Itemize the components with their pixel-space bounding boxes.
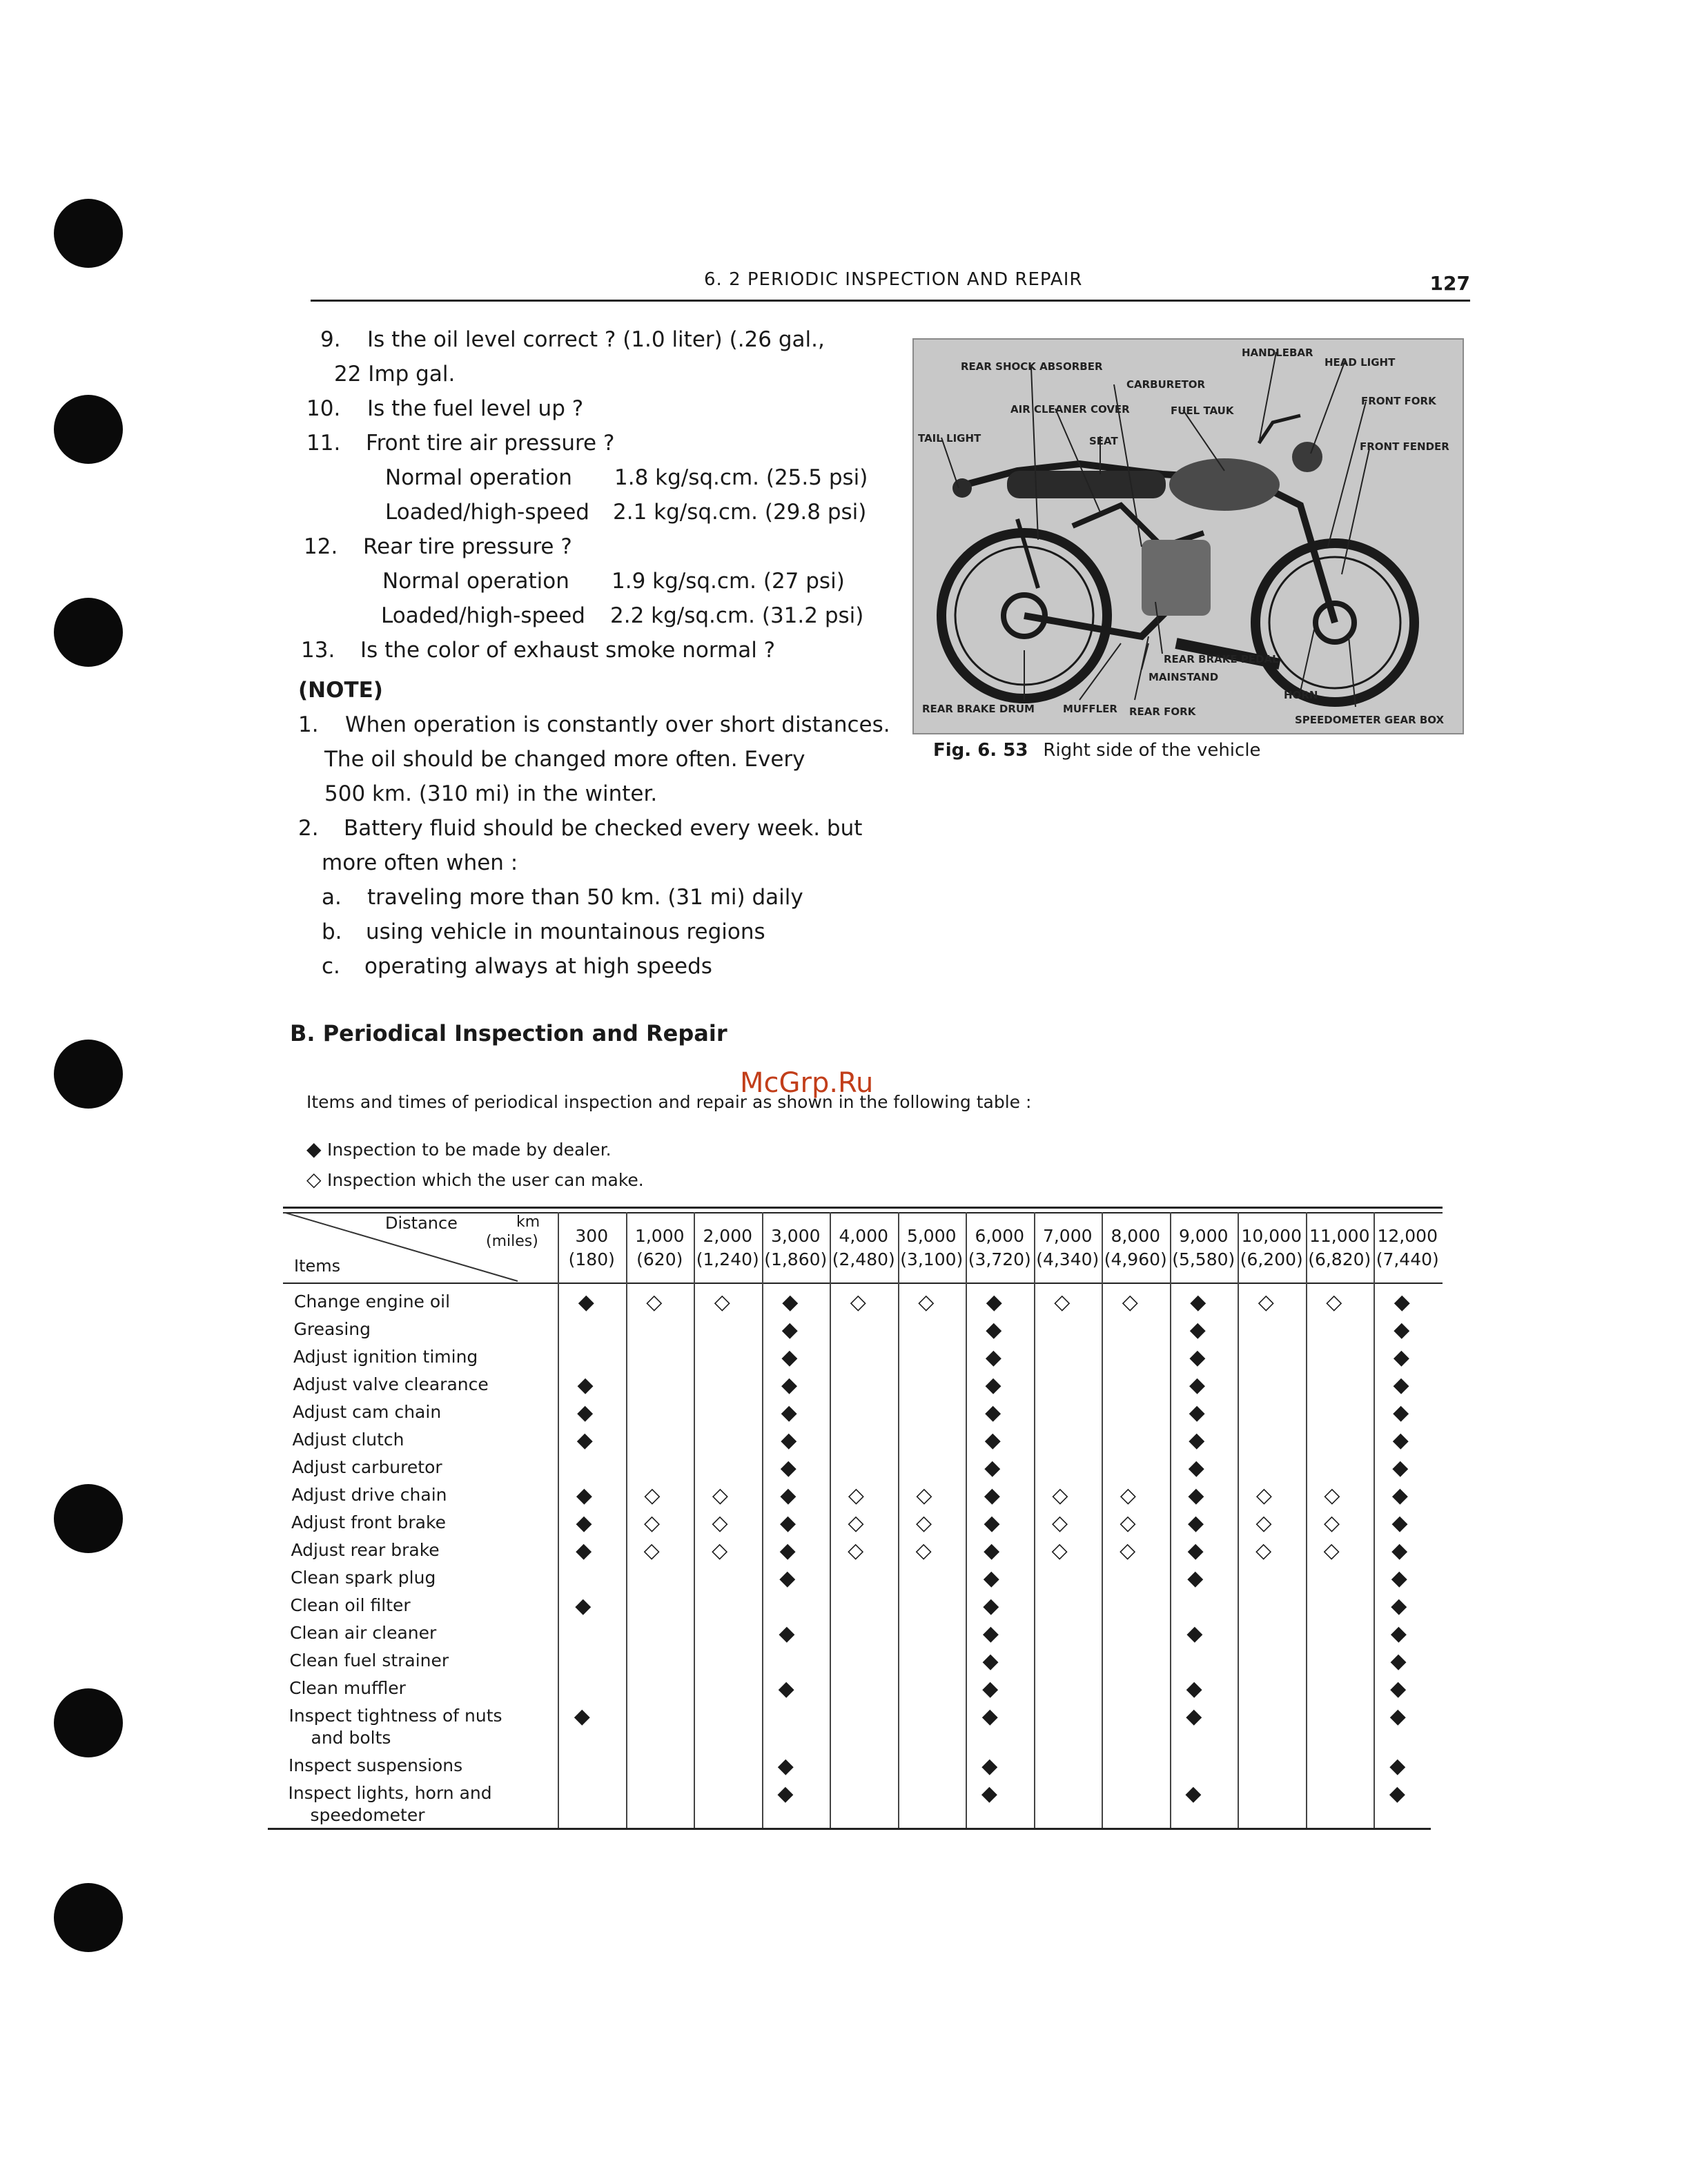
table-row-item bbox=[293, 1401, 441, 1423]
list-text: Is the fuel level up ? bbox=[367, 396, 584, 421]
dealer-mark: ◆ bbox=[779, 1621, 795, 1646]
figure-label: REAR FORK bbox=[1129, 705, 1196, 718]
dealer-mark: ◆ bbox=[984, 1456, 1001, 1480]
dealer-mark: ◆ bbox=[577, 1401, 594, 1425]
dealer-mark: ◆ bbox=[1390, 1621, 1407, 1646]
table-row-item bbox=[292, 1456, 442, 1479]
open-diamond-icon: ◇ bbox=[306, 1168, 322, 1191]
item-label: Greasing bbox=[293, 1319, 371, 1339]
dealer-mark: ◆ bbox=[1392, 1456, 1409, 1480]
column-header-miles: (3,100) bbox=[900, 1249, 964, 1269]
spec-label: Loaded/high-speed bbox=[381, 603, 585, 628]
user-mark: ◇ bbox=[1051, 1539, 1068, 1563]
figure-label: HEAD LIGHT bbox=[1325, 356, 1396, 369]
user-mark: ◇ bbox=[848, 1511, 864, 1535]
column-header-miles: (5,580) bbox=[1172, 1249, 1235, 1269]
dealer-mark: ◆ bbox=[777, 1782, 794, 1806]
dealer-mark: ◆ bbox=[1391, 1539, 1408, 1563]
dealer-mark: ◆ bbox=[1391, 1566, 1407, 1590]
list-num: 9. bbox=[320, 327, 341, 352]
item-label: Adjust drive chain bbox=[291, 1485, 447, 1505]
dealer-mark: ◆ bbox=[778, 1677, 794, 1701]
dealer-mark: ◆ bbox=[1391, 1594, 1407, 1618]
user-mark: ◇ bbox=[1054, 1290, 1071, 1314]
dealer-mark: ◆ bbox=[1187, 1566, 1204, 1590]
item-label-cont: speedometer bbox=[310, 1805, 425, 1825]
user-mark: ◇ bbox=[712, 1511, 728, 1535]
list-text: Is the color of exhaust smoke normal ? bbox=[360, 638, 776, 663]
sub-letter: b. bbox=[322, 919, 342, 944]
column-header bbox=[1306, 1225, 1374, 1271]
user-mark: ◇ bbox=[850, 1290, 866, 1314]
page-number: 127 bbox=[1429, 272, 1470, 295]
figure-label: REAR BRAKE PEDAL bbox=[1164, 653, 1279, 665]
table-row-item bbox=[290, 1622, 436, 1644]
section-b-title: B. Periodical Inspection and Repair bbox=[290, 1020, 727, 1046]
column-header bbox=[1034, 1225, 1102, 1271]
table-column-divider bbox=[898, 1212, 899, 1828]
dealer-mark: ◆ bbox=[1186, 1621, 1203, 1646]
table-row-item bbox=[292, 1484, 447, 1506]
table-column-divider bbox=[966, 1212, 967, 1828]
binder-hole bbox=[54, 1688, 123, 1757]
user-mark: ◇ bbox=[918, 1290, 935, 1314]
dealer-mark: ◆ bbox=[982, 1621, 999, 1646]
column-header bbox=[1170, 1225, 1238, 1271]
list-num: 11. bbox=[306, 431, 341, 456]
table-row-item bbox=[293, 1374, 489, 1396]
figure-caption-text: Right side of the vehicle bbox=[1043, 740, 1261, 761]
dealer-mark: ◆ bbox=[985, 1401, 1001, 1425]
user-mark: ◇ bbox=[1324, 1511, 1340, 1535]
dealer-mark: ◆ bbox=[1394, 1318, 1410, 1342]
binder-hole bbox=[54, 199, 123, 268]
table-column-divider bbox=[1238, 1212, 1239, 1828]
figure-label: SPEEDOMETER GEAR BOX bbox=[1295, 714, 1445, 726]
table-rule bbox=[268, 1828, 1431, 1830]
corner-items: Items bbox=[294, 1256, 341, 1276]
table-row-item bbox=[289, 1705, 502, 1749]
dealer-mark: ◆ bbox=[1393, 1401, 1409, 1425]
figure-label: FRONT FORK bbox=[1361, 395, 1436, 407]
column-header-km: 6,000 bbox=[975, 1226, 1025, 1246]
filled-diamond-icon: ◆ bbox=[306, 1138, 322, 1160]
item-label: Inspect tightness of nuts bbox=[289, 1706, 502, 1726]
table-column-divider bbox=[1170, 1212, 1171, 1828]
binder-hole bbox=[54, 1040, 123, 1109]
column-header-km: 1,000 bbox=[634, 1226, 685, 1246]
user-mark: ◇ bbox=[714, 1290, 730, 1314]
user-mark: ◇ bbox=[1324, 1483, 1340, 1508]
dealer-mark: ◆ bbox=[780, 1511, 796, 1535]
watermark: McGrp.Ru bbox=[740, 1067, 874, 1099]
dealer-mark: ◆ bbox=[1390, 1677, 1407, 1701]
corner-km: km bbox=[516, 1213, 540, 1231]
table-column-divider bbox=[694, 1212, 695, 1828]
dealer-mark: ◆ bbox=[984, 1483, 1000, 1508]
table-row-item bbox=[294, 1291, 450, 1313]
legend-dealer bbox=[306, 1138, 612, 1160]
column-header bbox=[1238, 1225, 1306, 1271]
column-header-miles: (4,960) bbox=[1104, 1249, 1167, 1269]
user-mark: ◇ bbox=[1052, 1483, 1068, 1508]
list-num: 1. bbox=[298, 712, 319, 737]
dealer-mark: ◆ bbox=[1189, 1373, 1206, 1397]
dealer-mark: ◆ bbox=[986, 1290, 1002, 1314]
table-row-item bbox=[291, 1512, 446, 1534]
figure-label: TAIL LIGHT bbox=[918, 432, 981, 445]
figure-label: HORN bbox=[1284, 689, 1318, 701]
item-label-cont: and bolts bbox=[311, 1728, 391, 1748]
note-text: The oil should be changed more often. Every bbox=[324, 747, 805, 772]
figure-label: CARBURETOR bbox=[1126, 378, 1206, 391]
figure-number: Fig. 6. 53 bbox=[933, 740, 1028, 761]
table-row-item bbox=[290, 1650, 449, 1672]
note-text: 500 km. (310 mi) in the winter. bbox=[324, 781, 658, 806]
dealer-mark: ◆ bbox=[983, 1594, 999, 1618]
dealer-mark: ◆ bbox=[981, 1704, 998, 1728]
dealer-mark: ◆ bbox=[575, 1594, 592, 1618]
item-label: Adjust carburetor bbox=[292, 1457, 442, 1477]
user-mark: ◇ bbox=[1258, 1290, 1274, 1314]
table-column-divider bbox=[1374, 1212, 1375, 1828]
dealer-mark: ◆ bbox=[1390, 1649, 1407, 1673]
dealer-mark: ◆ bbox=[1391, 1511, 1408, 1535]
dealer-mark: ◆ bbox=[983, 1566, 999, 1590]
user-mark: ◇ bbox=[848, 1483, 864, 1508]
item-label: Adjust cam chain bbox=[293, 1402, 442, 1422]
spec-label: Normal operation bbox=[382, 569, 569, 594]
dealer-mark: ◆ bbox=[1389, 1704, 1406, 1728]
figure-caption bbox=[933, 740, 1261, 761]
column-header-miles: (6,820) bbox=[1308, 1249, 1371, 1269]
dealer-mark: ◆ bbox=[1393, 1373, 1409, 1397]
dealer-mark: ◆ bbox=[1190, 1290, 1206, 1314]
dealer-mark: ◆ bbox=[576, 1483, 592, 1508]
column-header-miles: (2,480) bbox=[832, 1249, 895, 1269]
figure-label: FRONT FENDER bbox=[1360, 440, 1449, 453]
note-text: Battery fluid should be checked every week. but bbox=[344, 816, 863, 841]
table-column-divider bbox=[762, 1212, 763, 1828]
table-row-item bbox=[291, 1539, 440, 1561]
list-num: 13. bbox=[301, 638, 335, 663]
spec-value: 1.8 kg/sq.cm. (25.5 psi) bbox=[614, 465, 868, 490]
column-header bbox=[626, 1225, 694, 1271]
dealer-mark: ◆ bbox=[1393, 1345, 1409, 1369]
item-label: Inspect suspensions bbox=[289, 1755, 463, 1775]
list-text: Front tire air pressure ? bbox=[366, 431, 615, 456]
item-label: Adjust ignition timing bbox=[293, 1347, 478, 1367]
table-column-divider bbox=[1034, 1212, 1035, 1828]
dealer-mark: ◆ bbox=[1185, 1782, 1202, 1806]
dealer-mark: ◆ bbox=[984, 1539, 1000, 1563]
dealer-mark: ◆ bbox=[1189, 1318, 1206, 1342]
spec-label: Normal operation bbox=[385, 465, 572, 490]
dealer-mark: ◆ bbox=[576, 1539, 592, 1563]
column-header-km: 2,000 bbox=[703, 1226, 753, 1246]
user-mark: ◇ bbox=[1323, 1539, 1340, 1563]
item-label: Clean air cleaner bbox=[290, 1623, 437, 1643]
column-header bbox=[1102, 1225, 1170, 1271]
column-header-miles: (6,200) bbox=[1240, 1249, 1303, 1269]
user-mark: ◇ bbox=[1120, 1511, 1136, 1535]
user-mark: ◇ bbox=[1120, 1539, 1136, 1563]
item-label: Clean muffler bbox=[289, 1678, 406, 1698]
user-mark: ◇ bbox=[1052, 1511, 1068, 1535]
item-label: Adjust valve clearance bbox=[293, 1374, 489, 1394]
list-text: 22 Imp gal. bbox=[334, 362, 456, 387]
item-label: Adjust front brake bbox=[291, 1512, 446, 1532]
dealer-mark: ◆ bbox=[1392, 1428, 1409, 1452]
dealer-mark: ◆ bbox=[577, 1373, 594, 1397]
sub-text: operating always at high speeds bbox=[364, 954, 712, 979]
column-header-km: 8,000 bbox=[1111, 1226, 1161, 1246]
note-text: When operation is constantly over short distances. bbox=[345, 712, 890, 737]
dealer-mark: ◆ bbox=[985, 1373, 1001, 1397]
column-header-miles: (620) bbox=[636, 1249, 683, 1269]
dealer-mark: ◆ bbox=[576, 1428, 593, 1452]
figure-label: AIR CLEANER COVER bbox=[1010, 403, 1130, 416]
column-header bbox=[694, 1225, 762, 1271]
column-header-km: 12,000 bbox=[1377, 1226, 1438, 1246]
table-row-item bbox=[291, 1595, 411, 1617]
user-mark: ◇ bbox=[848, 1539, 864, 1563]
column-header-km: 9,000 bbox=[1178, 1226, 1229, 1246]
legend-user bbox=[306, 1168, 644, 1191]
item-label: Change engine oil bbox=[294, 1291, 451, 1312]
user-mark: ◇ bbox=[1255, 1483, 1272, 1508]
dealer-mark: ◆ bbox=[1188, 1483, 1204, 1508]
legend-user-text: Inspection which the user can make. bbox=[327, 1170, 644, 1190]
motorcycle-figure bbox=[912, 338, 1464, 734]
figure-label: FUEL TAUK bbox=[1171, 404, 1234, 417]
dealer-mark: ◆ bbox=[1188, 1456, 1204, 1480]
column-header bbox=[762, 1225, 830, 1271]
dealer-mark: ◆ bbox=[981, 1754, 998, 1778]
item-label: Clean spark plug bbox=[291, 1568, 436, 1588]
dealer-mark: ◆ bbox=[777, 1754, 794, 1778]
item-label: Clean oil filter bbox=[290, 1595, 411, 1615]
dealer-mark: ◆ bbox=[1389, 1782, 1405, 1806]
table-column-divider bbox=[830, 1212, 831, 1828]
legend-dealer-text: Inspection to be made by dealer. bbox=[327, 1140, 612, 1160]
corner-distance: Distance bbox=[385, 1213, 458, 1233]
list-num: 2. bbox=[298, 816, 319, 841]
dealer-mark: ◆ bbox=[782, 1290, 799, 1314]
column-header-km: 4,000 bbox=[839, 1226, 889, 1246]
user-mark: ◇ bbox=[644, 1511, 661, 1535]
sub-text: traveling more than 50 km. (31 mi) daily bbox=[367, 885, 803, 910]
column-header-miles: (4,340) bbox=[1036, 1249, 1099, 1269]
binder-hole bbox=[54, 395, 123, 464]
table-row-item bbox=[293, 1429, 404, 1451]
column-header bbox=[830, 1225, 898, 1271]
dealer-mark: ◆ bbox=[781, 1373, 798, 1397]
item-label: Adjust clutch bbox=[292, 1430, 404, 1450]
dealer-mark: ◆ bbox=[1186, 1677, 1202, 1701]
table-row-item bbox=[293, 1346, 478, 1368]
dealer-mark: ◆ bbox=[1189, 1428, 1205, 1452]
dealer-mark: ◆ bbox=[985, 1345, 1001, 1369]
user-mark: ◇ bbox=[646, 1290, 663, 1314]
dealer-mark: ◆ bbox=[982, 1649, 999, 1673]
dealer-mark: ◆ bbox=[574, 1704, 590, 1728]
user-mark: ◇ bbox=[643, 1539, 660, 1563]
figure-label: MUFFLER bbox=[1063, 703, 1117, 715]
figure-label: REAR SHOCK ABSORBER bbox=[961, 360, 1103, 373]
dealer-mark: ◆ bbox=[578, 1290, 594, 1314]
figure-label: HANDLEBAR bbox=[1242, 347, 1313, 359]
column-header-miles: (7,440) bbox=[1376, 1249, 1439, 1269]
dealer-mark: ◆ bbox=[781, 1318, 798, 1342]
dealer-mark: ◆ bbox=[984, 1428, 1001, 1452]
item-label: Adjust rear brake bbox=[291, 1540, 440, 1560]
user-mark: ◇ bbox=[916, 1483, 932, 1508]
running-header bbox=[311, 264, 1470, 302]
column-header-miles: (3,720) bbox=[968, 1249, 1031, 1269]
spec-value: 1.9 kg/sq.cm. (27 psi) bbox=[612, 569, 845, 594]
column-header-km: 3,000 bbox=[770, 1226, 821, 1246]
table-row-item bbox=[289, 1782, 492, 1826]
user-mark: ◇ bbox=[915, 1539, 932, 1563]
dealer-mark: ◆ bbox=[1189, 1401, 1205, 1425]
binder-hole bbox=[54, 598, 123, 667]
column-header bbox=[558, 1225, 626, 1271]
column-header bbox=[1374, 1225, 1442, 1271]
list-text: Is the oil level correct ? (1.0 liter) (.26 gal., bbox=[367, 327, 825, 352]
dealer-mark: ◆ bbox=[781, 1345, 798, 1369]
section-title: 6. 2 PERIODIC INSPECTION AND REPAIR bbox=[704, 269, 1083, 290]
table-rule bbox=[283, 1207, 1443, 1209]
sub-letter: c. bbox=[322, 954, 340, 979]
note-text: more often when : bbox=[322, 850, 518, 875]
sub-text: using vehicle in mountainous regions bbox=[366, 919, 765, 944]
column-header-miles: (1,860) bbox=[764, 1249, 828, 1269]
figure-label: SEAT bbox=[1089, 435, 1118, 447]
table-column-divider bbox=[558, 1212, 559, 1828]
spec-value: 2.2 kg/sq.cm. (31.2 psi) bbox=[610, 603, 864, 628]
dealer-mark: ◆ bbox=[781, 1401, 797, 1425]
column-header-km: 300 bbox=[575, 1226, 609, 1246]
table-column-divider bbox=[626, 1212, 627, 1828]
dealer-mark: ◆ bbox=[779, 1539, 796, 1563]
figure-label: REAR BRAKE DRUM bbox=[922, 703, 1035, 715]
user-mark: ◇ bbox=[1326, 1290, 1342, 1314]
column-header-km: 11,000 bbox=[1309, 1226, 1370, 1246]
user-mark: ◇ bbox=[916, 1511, 932, 1535]
section-b-intro: Items and times of periodical inspection and repair as shown in the following table : bbox=[306, 1092, 1032, 1112]
dealer-mark: ◆ bbox=[1394, 1290, 1410, 1314]
dealer-mark: ◆ bbox=[1389, 1754, 1406, 1778]
column-header bbox=[966, 1225, 1034, 1271]
sub-letter: a. bbox=[322, 885, 342, 910]
user-mark: ◇ bbox=[1120, 1483, 1136, 1508]
list-num: 10. bbox=[306, 396, 341, 421]
dealer-mark: ◆ bbox=[780, 1456, 796, 1480]
inspection-table bbox=[268, 1207, 1445, 1835]
spec-label: Loaded/high-speed bbox=[385, 500, 589, 525]
column-header-km: 5,000 bbox=[906, 1226, 957, 1246]
column-header bbox=[898, 1225, 966, 1271]
table-row-item bbox=[289, 1677, 406, 1699]
user-mark: ◇ bbox=[1122, 1290, 1138, 1314]
user-mark: ◇ bbox=[1255, 1511, 1272, 1535]
dealer-mark: ◆ bbox=[576, 1511, 592, 1535]
dealer-mark: ◆ bbox=[779, 1566, 796, 1590]
dealer-mark: ◆ bbox=[781, 1428, 797, 1452]
list-num: 12. bbox=[304, 534, 338, 559]
dealer-mark: ◆ bbox=[986, 1318, 1002, 1342]
item-label: Inspect lights, horn and bbox=[288, 1783, 492, 1803]
dealer-mark: ◆ bbox=[1189, 1345, 1206, 1369]
dealer-mark: ◆ bbox=[1391, 1483, 1408, 1508]
table-row-item bbox=[294, 1318, 371, 1340]
column-header-km: 10,000 bbox=[1241, 1226, 1302, 1246]
dealer-mark: ◆ bbox=[1187, 1539, 1204, 1563]
figure-label: MAINSTAND bbox=[1148, 671, 1219, 683]
binder-hole bbox=[54, 1484, 123, 1553]
column-header-miles: (180) bbox=[568, 1249, 615, 1269]
corner-miles: (miles) bbox=[486, 1233, 538, 1250]
dealer-mark: ◆ bbox=[1188, 1511, 1204, 1535]
table-column-divider bbox=[1306, 1212, 1307, 1828]
column-header-miles: (1,240) bbox=[696, 1249, 759, 1269]
column-header-km: 7,000 bbox=[1042, 1226, 1093, 1246]
dealer-mark: ◆ bbox=[780, 1483, 796, 1508]
table-column-divider bbox=[1102, 1212, 1103, 1828]
item-label: Clean fuel strainer bbox=[289, 1650, 449, 1670]
user-mark: ◇ bbox=[644, 1483, 661, 1508]
table-row-item bbox=[291, 1567, 436, 1589]
dealer-mark: ◆ bbox=[981, 1782, 997, 1806]
dealer-mark: ◆ bbox=[982, 1677, 999, 1701]
table-row-item bbox=[289, 1755, 462, 1777]
list-text: Rear tire pressure ? bbox=[363, 534, 572, 559]
user-mark: ◇ bbox=[1255, 1539, 1272, 1563]
spec-value: 2.1 kg/sq.cm. (29.8 psi) bbox=[613, 500, 867, 525]
dealer-mark: ◆ bbox=[984, 1511, 1000, 1535]
dealer-mark: ◆ bbox=[1186, 1704, 1202, 1728]
binder-hole bbox=[54, 1883, 123, 1952]
user-mark: ◇ bbox=[712, 1483, 728, 1508]
user-mark: ◇ bbox=[712, 1539, 728, 1563]
note-title: (NOTE) bbox=[298, 678, 383, 703]
